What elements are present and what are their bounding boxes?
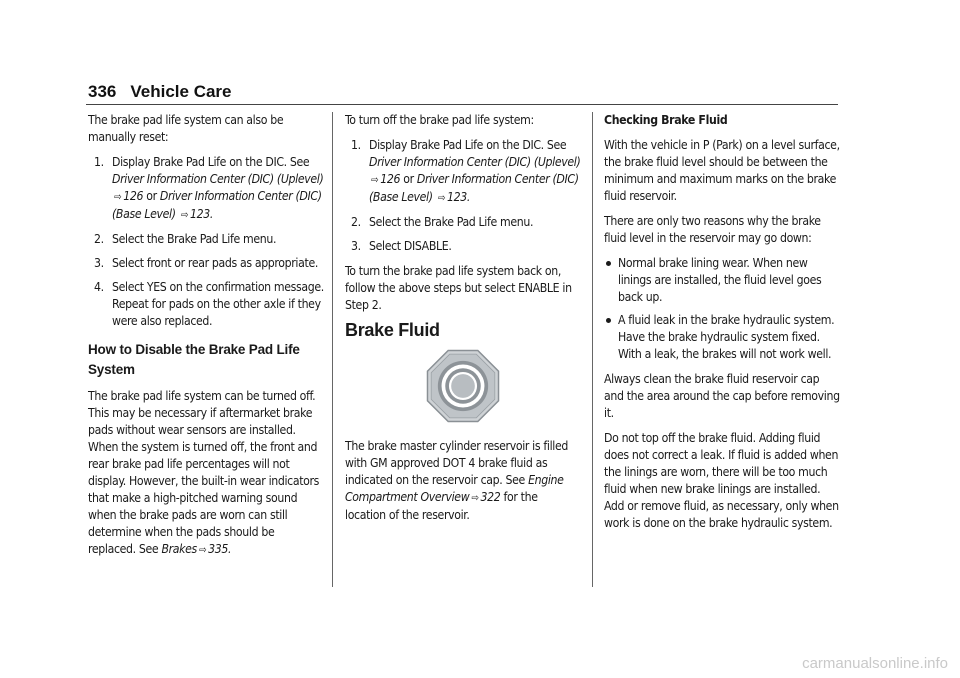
list-item: 2. Select the Brake Pad Life menu. [351, 215, 534, 229]
cross-reference-link[interactable]: Driver Information Center (DIC) (Base Level) [112, 189, 322, 221]
cross-reference-link[interactable]: Driver Information Center (DIC) (Base Level) [369, 172, 579, 204]
reset-steps [88, 154, 324, 330]
cross-reference-link[interactable]: Brakes [161, 542, 197, 556]
bullet-icon [606, 261, 611, 266]
page-reference[interactable]: 123 [447, 190, 467, 204]
page-header [88, 82, 232, 102]
paragraph: With the vehicle in P (Park) on a level surface, the brake fluid level should be between the minimum and maximum marks on the brake fluid reservoir. [604, 138, 840, 203]
column-1 [88, 112, 324, 567]
cross-reference-link[interactable]: Driver Information Center (DIC) (Uplevel) [112, 172, 324, 186]
list-item: Normal brake lining wear. When new linings are installed, the fluid level goes back up. [604, 255, 840, 306]
paragraph: The brake pad life system can be turned off. This may be necessary if aftermarket brake pads without wear sensors are installed. When the system is turned off, the front and rear brake pad life percentages will not display. However, the built-in wear indicators that make a high-pitched warning sound when the brake pads are worn can still determine when the pads should be replaced. See Brakes ⇨ 335. [88, 389, 320, 556]
bullet-icon [606, 318, 611, 323]
paragraph: The brake master cylinder reservoir is filled with GM approved DOT 4 brake fluid as indicated on the reservoir cap. See Engine Compartment Overview ⇨ 322 for the location of the reservoir. [345, 439, 568, 522]
watermark: carmanualsonline.info [802, 655, 948, 672]
cross-reference-icon: ⇨ [437, 193, 446, 204]
subheading: How to Disable the Brake Pad Life System [88, 342, 300, 377]
page-reference[interactable]: 335 [208, 542, 229, 556]
paragraph: To turn off the brake pad life system: [345, 113, 534, 127]
cross-reference-link[interactable]: Driver Information Center (DIC) (Uplevel) [369, 155, 581, 169]
brake-fluid-cap-icon [345, 349, 581, 428]
page-reference[interactable]: 126 [123, 189, 144, 203]
list-item: A fluid leak in the brake hydraulic system. Have the brake hydraulic system fixed. With a leak, the brakes will not work well. [604, 312, 840, 363]
paragraph: Always clean the brake fluid reservoir cap and the area around the cap before removing it. [604, 372, 840, 420]
column-divider [332, 112, 333, 587]
list-item: 2. Select the Brake Pad Life menu. [94, 232, 277, 246]
paragraph: To turn the brake pad life system back on, follow the above steps but select ENABLE in Step 2. [345, 264, 572, 312]
subheading: Checking Brake Fluid [604, 113, 728, 127]
page-reference[interactable]: 123 [190, 207, 210, 221]
cross-reference-icon: ⇨ [471, 493, 479, 504]
paragraph: There are only two reasons why the brake fluid level in the reservoir may go down: [604, 214, 821, 245]
column-divider [592, 112, 593, 587]
page-reference[interactable]: 126 [380, 172, 401, 186]
cross-reference-icon: ⇨ [180, 210, 189, 221]
header-rule [86, 104, 838, 105]
bullet-list [604, 255, 840, 363]
cross-reference-icon: ⇨ [198, 545, 207, 556]
list-item: 3. Select DISABLE. [351, 239, 452, 253]
column-2 [345, 112, 581, 532]
list-item: 4. Select YES on the confirmation message. Repeat for pads on the other axle if they were also replaced. [94, 280, 324, 328]
cross-reference-link[interactable]: Engine Compartment Overview [345, 473, 564, 504]
page-number: 336 [88, 82, 117, 101]
page-title: Vehicle Care [130, 82, 232, 101]
disable-steps [345, 137, 581, 255]
cross-reference-icon: ⇨ [114, 192, 122, 203]
list-item: 1. Display Brake Pad Life on the DIC. See Driver Information Center (DIC) (Uplevel) ⇨ 126 or Driver Information Center (DIC) (Base Level) ⇨ 123. [94, 155, 324, 221]
cross-reference-icon: ⇨ [371, 175, 379, 186]
paragraph: Do not top off the brake fluid. Adding fluid does not correct a leak. If fluid is added when the linings are worn, there will be too much fluid when new brake linings are installed. Add or remove fluid, as necessary, only when work is done on the brake hydraulic system. [604, 431, 839, 530]
list-item: 3. Select front or rear pads as appropriate. [94, 256, 318, 270]
section-title: Brake Fluid [345, 320, 440, 340]
column-3 [604, 112, 840, 540]
list-item: 1. Display Brake Pad Life on the DIC. See Driver Information Center (DIC) (Uplevel) ⇨ 126 or Driver Information Center (DIC) (Base Level) ⇨ 123. [351, 138, 581, 204]
page-reference[interactable]: 322 [480, 490, 501, 504]
paragraph: The brake pad life system can also be manually reset: [88, 113, 284, 144]
